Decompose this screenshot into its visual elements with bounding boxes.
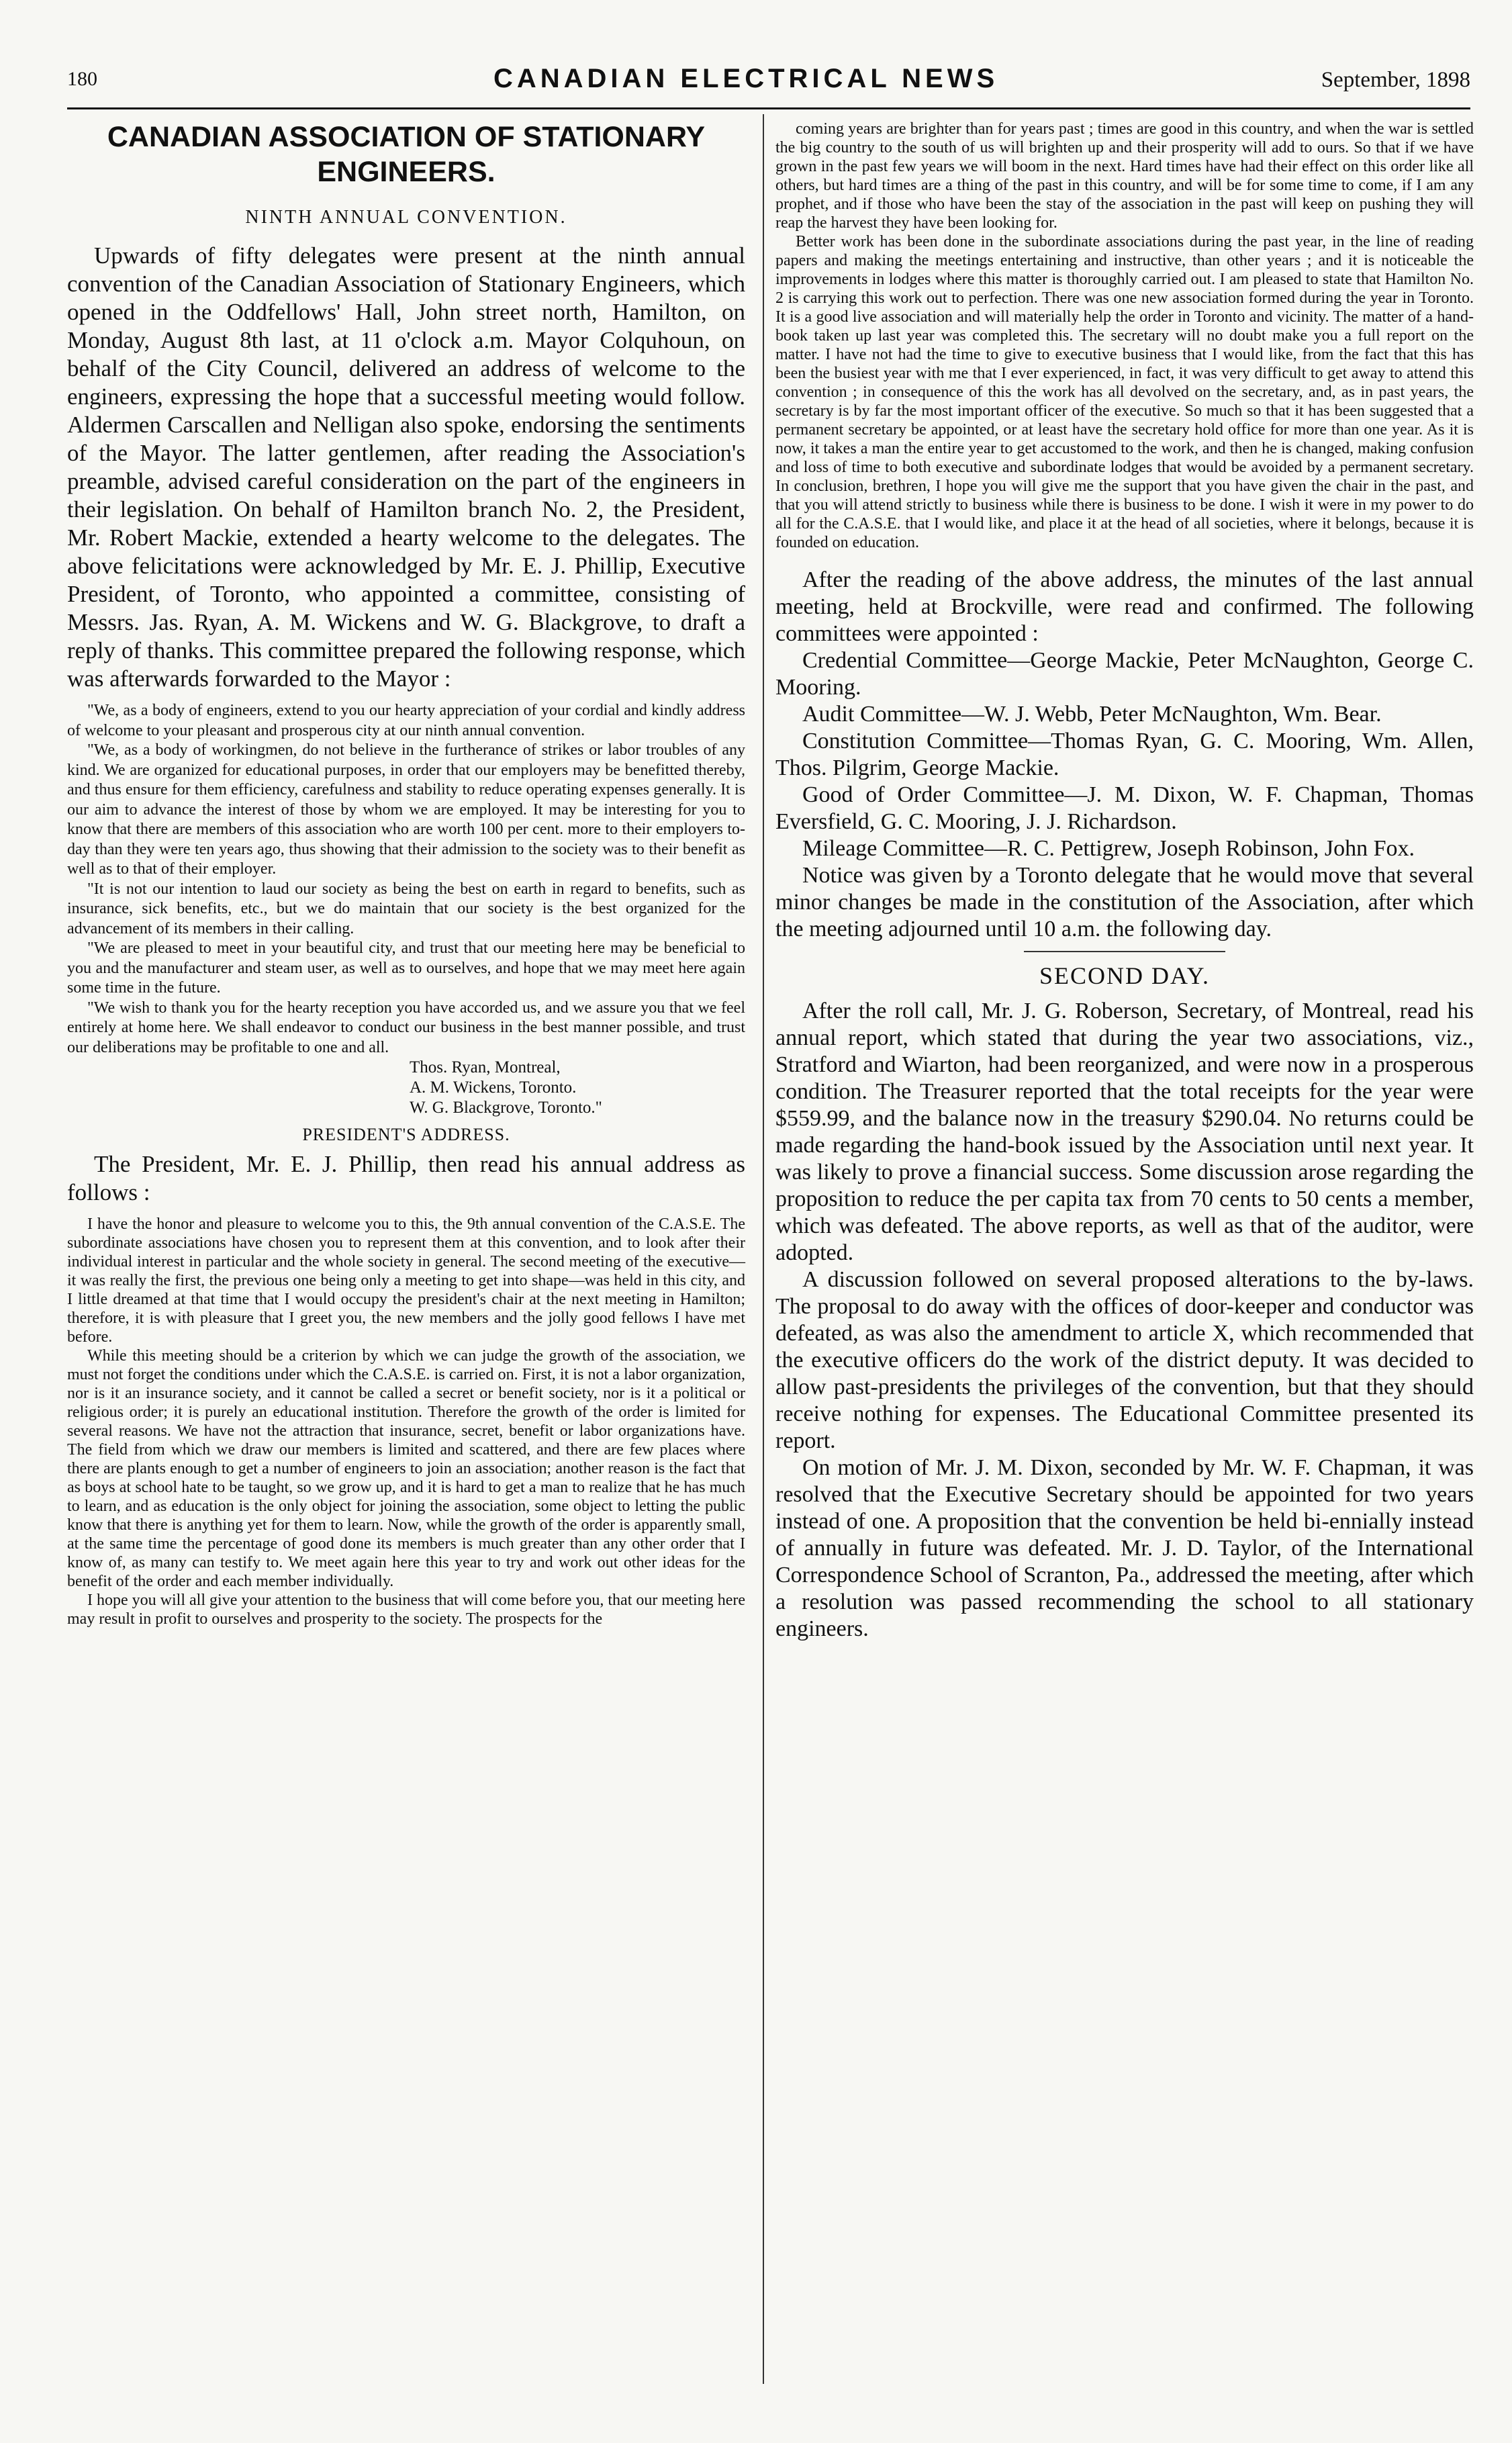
section-rule	[1024, 951, 1225, 952]
committee-entry: Constitution Committee—Thomas Ryan, G. C. Mooring, Wm. Allen, Thos. Pilgrim, George Mackie.	[775, 729, 1474, 780]
address-paragraph: I have the honor and pleasure to welcome you to this, the 9th annual convention of the C.A.S.E. The subordinate associations have chosen you to represent them at this convention, and to look after their individual interest in particular and the whole society in general. The second meeting of the executive—it was really the first, the previous one being only a meeting to get into shape—was held in this city, and I little dreamed at that time that I would occupy the president's chair at the next meeting in Hamilton; therefore, it is with pleasure that I greet you, the new members and the jolly good fellows I have met before.	[67, 1215, 745, 1346]
committee-entry: Good of Order Committee—J. M. Dixon, W. F. Chapman, Thomas Eversfield, G. C. Mooring, J. J. Richardson.	[775, 782, 1474, 834]
committee-entry: Audit Committee—W. J. Webb, Peter McNaughton, Wm. Bear.	[802, 702, 1382, 727]
address-intro: The President, Mr. E. J. Phillip, then read his annual address as follows :	[67, 1151, 745, 1205]
reply-paragraph: "We are pleased to meet in your beautiful city, and trust that our meeting here may be beneficial to you and the manufacturer and steam user, as well as to ourselves, and hope that we may meet here again some time in the future.	[67, 939, 745, 997]
article-title: CANADIAN ASSOCIATION OF STATIONARY ENGINEERS.	[107, 121, 706, 188]
reply-paragraph: "We, as a body of engineers, extend to you our hearty appreciation of your cordial and kindly address of welcome to your pleasant and prosperous city at our ninth annual convention.	[67, 702, 745, 739]
header-rule	[67, 107, 1470, 109]
body-paragraph: On motion of Mr. J. M. Dixon, seconded by Mr. W. F. Chapman, it was resolved that the Executive Secretary should be appointed for two years instead of one. A proposition that the convention be held bi-ennially instead of annually in future was defeated. Mr. J. D. Taylor, of the International Correspondence School of Scranton, Pa., addressed the meeting, after which a resolution was passed recommending the school to all stationary engineers.	[775, 1455, 1474, 1641]
section-heading: PRESIDENT'S ADDRESS.	[302, 1125, 510, 1144]
address-paragraph: Better work has been done in the subordinate associations during the past year, in the line of reading papers and making the meetings entertaining and instructive, than other years ; and it is noticeable the improvements in lodges where this matter is thoroughly carried out. I am pleased to state that Hamilton No. 2 is carrying this work out to perfection. There was one new association formed during the year in Toronto. It is a good live association and will materially help the order in Toronto and vicinity. The matter of a hand-book taken up last year was completed this. The secretary will no doubt make you a full report on the matter. I have not had the time to give to executive business that I would like, from the fact that this has been the busiest year with me that I ever experienced, in fact, it was very difficult to get away to attend this convention ; in consequence of this the work has all devolved on the secretary, and, as in past years, the secretary is by far the most important officer of the executive. So much so that it has been suggested that a permanent secretary be appointed, or at least have the secretary hold office for more than one year. As it is now, it takes a man the entire year to get accustomed to the work, and then he is changed, making confusion and loss of time to both executive and subordinate lodges that would be avoided by a permanent secretary. In conclusion, brethren, I hope you will give me the support that you have given the chair in the past, and that you will attend strictly to business while there is business to be done. I wish it were in my power to do all for the C.A.S.E. that I would like, and place it at the head of all societies, where it belongs, because it is founded on education.	[775, 233, 1474, 551]
intro-paragraph: Upwards of fifty delegates were present at the ninth annual convention of the Canadian Association of Stationary Engineers, which opened in the Oddfellows' Hall, John street north, Hamilton, on Monday, August 8th last, at 11 o'clock a.m. Mayor Colquhoun, on behalf of the City Council, delivered an address of welcome to the engineers, expressing the hope that a successful meeting would follow. Aldermen Carscallen and Nelligan also spoke, endorsing the sentiments of the Mayor. The latter gentlemen, after reading the Association's preamble, advised careful consideration on the part of the engineers in their legislation. On behalf of Hamilton branch No. 2, the President, Mr. Robert Mackie, extended a hearty welcome to the delegates. The above felicitations were acknowledged by Mr. E. J. Phillip, Executive President, of Toronto, who appointed a committee, consisting of Messrs. Jas. Ryan, A. M. Wickens and W. G. Blackgrove, to draft a reply of thanks. This committee prepared the following response, which was afterwards forwarded to the Mayor :	[67, 242, 745, 692]
address-paragraph: I hope you will all give your attention to the business that will come before you, that our meeting here may result in profit to ourselves and prosperity to the society. The prospects for the	[67, 1592, 745, 1628]
article-subtitle: NINTH ANNUAL CONVENTION.	[245, 207, 567, 228]
publication-title: CANADIAN ELECTRICAL NEWS	[493, 64, 999, 93]
left-column	[67, 120, 745, 1628]
reply-paragraph: "We wish to thank you for the hearty reception you have accorded us, and we assure you that we feel entirely at home here. We shall endeavor to conduct our business in the best manner possible, and trust our deliberations may be profitable to one and all.	[67, 999, 745, 1056]
issue-date: September, 1898	[1321, 68, 1470, 92]
body-paragraph: A discussion followed on several proposed alterations to the by-laws. The proposal to do away with the offices of door-keeper and conductor was defeated, as was also the amendment to article X, which recommended that the executive officers do the work of the district deputy. It was decided to allow past-presidents the privileges of the convention, but that they should receive nothing for expenses. The Educational Committee presented its report.	[775, 1267, 1474, 1453]
committee-entry: Mileage Committee—R. C. Pettigrew, Joseph Robinson, John Fox.	[802, 836, 1415, 861]
right-column	[775, 120, 1474, 1643]
committee-entry: Credential Committee—George Mackie, Peter McNaughton, George C. Mooring.	[775, 648, 1474, 700]
signature-line: W. G. Blackgrove, Toronto."	[410, 1099, 602, 1117]
notice-paragraph: Notice was given by a Toronto delegate that he would move that several minor changes be made in the constitution of the Association, after which the meeting adjourned until 10 a.m. the following day.	[775, 863, 1474, 941]
column-divider	[763, 114, 764, 2384]
address-continued: coming years are brighter than for years past ; times are good in this country, and when the war is settled the big country to the south of us will brighten up and their prosperity will add to ours. So that if we have grown in the past few years we will boom in the next. Hard times have had their effect on this order like all others, but hard times are a thing of the past in this country, and will be for some time to come, if I am any prophet, and if those who have been the stay of the association in the past will keep on pushing they will reap the harvest they have been looking for.	[775, 120, 1474, 232]
page-header	[67, 64, 1470, 104]
signature-line: A. M. Wickens, Toronto.	[410, 1078, 577, 1097]
page-number: 180	[67, 68, 97, 90]
reply-paragraph: "It is not our intention to laud our society as being the best on earth in regard to benefits, such as insurance, sick benefits, etc., but we do maintain that our society is the best organized for the advancement of its members in their calling.	[67, 880, 745, 937]
signature-line: Thos. Ryan, Montreal,	[410, 1058, 561, 1076]
section-heading: SECOND DAY.	[1039, 962, 1211, 989]
minutes-paragraph: After the reading of the above address, the minutes of the last annual meeting, held at Brockville, were read and confirmed. The following committees were appointed :	[775, 567, 1474, 646]
address-paragraph: While this meeting should be a criterion by which we can judge the growth of the association, we must not forget the conditions under which the C.A.S.E. is carried on. First, it is not a labor organization, nor is it an insurance society, and it cannot be called a secret or benefit society, nor is it a political or religious order; it is purely an educational institution. Therefore the growth of the order is limited for several reasons. We have not the attraction that insurance, secret, benefit or labor organizations have. The field from which we draw our members is limited and scattered, and there are few places where there are plants enough to get a number of engineers to join an association; another reason is the fact that as boys at school hate to be taught, so we grow up, and it is hard to get a man to realize that he has much to learn, and as education is the only object for joining the association, some object to letting the public know that there is anything yet for them to learn. Now, while the growth of the order is apparently small, at the same time the percentage of good done its members is much greater than any other order that I know of, as many can testify to. We meet again here this year to try and work out other ideas for the benefit of the order and each member individually.	[67, 1347, 745, 1590]
body-paragraph: After the roll call, Mr. J. G. Roberson, Secretary, of Montreal, read his annual report, which stated that during the year two associations, viz., Stratford and Wiarton, had been reorganized, and were now in a prosperous condition. The Treasurer reported that the total receipts for the year were $559.99, and the balance now in the treasury $290.04. No returns could be made regarding the hand-book issued by the Association until next year. It was likely to prove a financial success. Some discussion arose regarding the proposition to reduce the per capita tax from 70 cents to 50 cents a member, which was defeated. The above reports, as well as that of the auditor, were adopted.	[775, 999, 1474, 1265]
reply-paragraph: "We, as a body of workingmen, do not believe in the furtherance of strikes or labor troubles of any kind. We are organized for educational purposes, in order that our employers may be benefitted thereby, and thus ensure for them efficiency, carefulness and stability to reduce operating expenses generally. It is our aim to advance the interest of those by whom we are employed. It may be interesting for you to know that there are members of this association who are worth 100 per cent. more to their employers to-day than they were ten years ago, thus showing that their admission to the society was to their benefit as well as to that of their employer.	[67, 741, 745, 878]
